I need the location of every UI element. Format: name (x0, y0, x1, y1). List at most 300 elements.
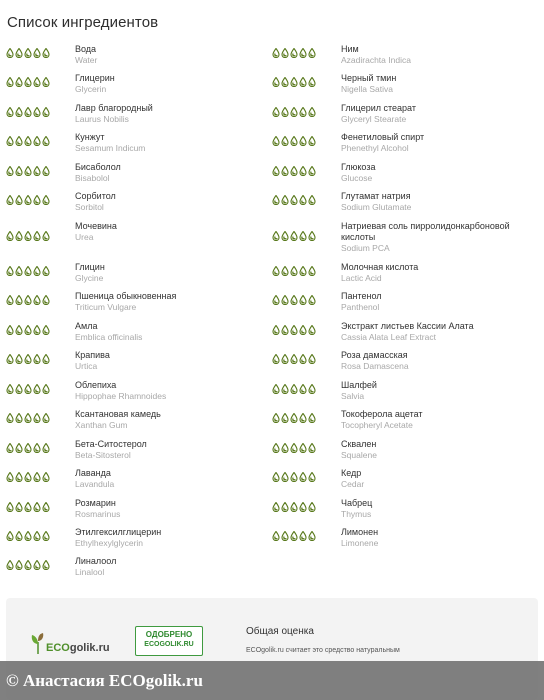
drop-icon (308, 107, 316, 117)
rating-drops (272, 384, 316, 394)
drop-icon (272, 266, 280, 276)
drop-icon (290, 295, 298, 305)
watermark-text: © Анастасия ECOgolik.ru (6, 670, 203, 690)
ingredient-name-latin: Rosmarinus (75, 509, 121, 519)
drop-icon (33, 77, 41, 87)
rating-drops (6, 502, 50, 512)
drop-icon (308, 48, 316, 58)
rating-drops (272, 502, 316, 512)
drop-icon (6, 560, 14, 570)
drop-icon (281, 136, 289, 146)
ingredient-name-latin: Tocopheryl Acetate (341, 420, 413, 430)
drop-icon (42, 443, 50, 453)
ingredient-name-ru[interactable]: Сквален (341, 439, 377, 449)
drop-icon (15, 231, 23, 241)
ingredient-name-latin: Rosa Damascena (341, 361, 409, 371)
approved-badge (135, 626, 203, 656)
drop-icon (308, 195, 316, 205)
overall-rating-text: ECOgolik.ru считает это средство натуральным (246, 647, 400, 654)
ingredient-names (75, 409, 265, 431)
drop-icon (24, 325, 32, 335)
ingredient-name-latin: Hippophae Rhamnoides (75, 391, 167, 401)
drop-icon (272, 443, 280, 453)
drop-icon (42, 560, 50, 570)
drop-icon (42, 531, 50, 541)
drop-icon (281, 472, 289, 482)
ingredient-name-ru[interactable]: Глюкоза (341, 162, 376, 172)
ingredient-names (341, 103, 531, 125)
drop-icon (281, 443, 289, 453)
ingredient-names (341, 132, 531, 154)
ingredient-name-latin: Emblica officinalis (75, 332, 143, 342)
drop-icon (299, 502, 307, 512)
drop-icon (15, 195, 23, 205)
drop-icon (308, 166, 316, 176)
ingredient-name-latin: Water (75, 55, 98, 65)
drop-icon (33, 502, 41, 512)
ingredient-names (75, 73, 265, 95)
drop-icon (290, 166, 298, 176)
drop-icon (15, 472, 23, 482)
drop-icon (42, 502, 50, 512)
ingredient-name-ru[interactable]: Ксантановая камедь (75, 409, 161, 419)
ingredient-name-ru[interactable]: Глицерил стеарат (341, 103, 416, 113)
drop-icon (290, 531, 298, 541)
ingredient-name-latin: Squalene (341, 450, 377, 460)
ingredient-name-ru[interactable]: Молочная кислота (341, 262, 419, 272)
ingredient-name-latin: Glyceryl Stearate (341, 114, 407, 124)
ingredient-names (75, 103, 265, 125)
drop-icon (272, 295, 280, 305)
drop-icon (33, 107, 41, 117)
ingredient-name-latin: Glucose (341, 173, 373, 183)
drop-icon (308, 295, 316, 305)
drop-icon (290, 266, 298, 276)
approved-line1: ОДОБРЕНО (145, 630, 193, 639)
drop-icon (24, 266, 32, 276)
rating-drops (272, 443, 316, 453)
drop-icon (281, 413, 289, 423)
drop-icon (6, 502, 14, 512)
drop-icon (299, 266, 307, 276)
drop-icon (42, 136, 50, 146)
drop-icon (272, 77, 280, 87)
drop-icon (272, 107, 280, 117)
drop-icon (15, 166, 23, 176)
ingredient-name-ru[interactable]: Пшеница обыкновенная (75, 291, 177, 301)
drop-icon (6, 531, 14, 541)
ingredient-name-ru[interactable]: Крапива (75, 350, 110, 360)
drop-icon (6, 77, 14, 87)
drop-icon (308, 266, 316, 276)
drop-icon (15, 560, 23, 570)
ingredient-name-ru[interactable]: Роза дамасская (341, 350, 408, 360)
drop-icon (272, 384, 280, 394)
ingredient-name-ru[interactable]: Сорбитол (75, 191, 116, 201)
rating-drops (6, 354, 50, 364)
drop-icon (24, 195, 32, 205)
drop-icon (6, 136, 14, 146)
ingredient-name-latin: Salvia (341, 391, 365, 401)
ingredient-name-latin: Nigella Sativa (341, 84, 393, 94)
drop-icon (42, 325, 50, 335)
ingredient-name-latin: Beta-Sitosterol (75, 450, 131, 460)
ingredient-names (75, 380, 265, 402)
ingredient-names (75, 44, 265, 66)
drop-icon (42, 231, 50, 241)
drop-icon (299, 354, 307, 364)
ingredient-name-latin: Ethylhexylglycerin (75, 538, 144, 548)
drop-icon (15, 443, 23, 453)
ingredient-name-latin: Urea (75, 232, 94, 242)
drop-icon (272, 166, 280, 176)
drop-icon (42, 77, 50, 87)
drop-icon (272, 354, 280, 364)
drop-icon (281, 166, 289, 176)
drop-icon (24, 531, 32, 541)
drop-icon (24, 107, 32, 117)
drop-icon (33, 48, 41, 58)
drop-icon (6, 266, 14, 276)
ingredient-names (75, 556, 265, 578)
drop-icon (299, 166, 307, 176)
drop-icon (281, 107, 289, 117)
page-title: Список ингредиентов (7, 14, 159, 31)
rating-drops (272, 295, 316, 305)
ingredient-name-ru[interactable]: Пантенол (341, 291, 382, 301)
drop-icon (33, 413, 41, 423)
ingredient-name-ru[interactable]: Амла (75, 321, 98, 331)
drop-icon (33, 443, 41, 453)
drop-icon (308, 443, 316, 453)
rating-drops (6, 472, 50, 482)
drop-icon (308, 325, 316, 335)
drop-icon (281, 354, 289, 364)
ingredient-name-ru[interactable]: Розмарин (75, 498, 116, 508)
ingredient-name-latin: Linalool (75, 567, 105, 577)
drop-icon (281, 266, 289, 276)
drop-icon (281, 531, 289, 541)
ingredient-names (75, 350, 265, 372)
drop-icon (15, 502, 23, 512)
ingredient-name-ru[interactable]: Черный тмин (341, 73, 397, 83)
drop-icon (272, 231, 280, 241)
drop-icon (6, 195, 14, 205)
ingredient-name-ru[interactable]: Глицин (75, 262, 105, 272)
ingredient-names (75, 132, 265, 154)
ingredient-name-ru[interactable]: Этилгексилглицерин (75, 527, 162, 537)
ingredient-name-latin: Bisabolol (75, 173, 110, 183)
drop-icon (15, 48, 23, 58)
drop-icon (290, 354, 298, 364)
approved-line2: ECOGOLIK.RU (144, 641, 194, 648)
drop-icon (290, 502, 298, 512)
ingredient-name-ru[interactable]: Чабрец (341, 498, 373, 508)
drop-icon (33, 266, 41, 276)
drop-icon (6, 166, 14, 176)
drop-icon (290, 195, 298, 205)
drop-icon (299, 472, 307, 482)
ingredient-name-ru[interactable]: Облепиха (75, 380, 117, 390)
drop-icon (33, 560, 41, 570)
ingredient-name-ru[interactable]: Кунжут (75, 132, 105, 142)
drop-icon (281, 195, 289, 205)
ingredient-name-ru[interactable]: Шалфей (341, 380, 377, 390)
drop-icon (281, 231, 289, 241)
drop-icon (42, 48, 50, 58)
drop-icon (308, 136, 316, 146)
logo-text (46, 642, 110, 654)
ingredient-name-latin: Azadirachta Indica (341, 55, 411, 65)
drop-icon (6, 384, 14, 394)
ingredient-names (341, 262, 531, 284)
drop-icon (33, 136, 41, 146)
drop-icon (24, 231, 32, 241)
drop-icon (290, 443, 298, 453)
ingredient-names (341, 291, 531, 313)
drop-icon (290, 48, 298, 58)
drop-icon (33, 531, 41, 541)
drop-icon (15, 531, 23, 541)
drop-icon (290, 384, 298, 394)
overall-rating-title: Общая оценка (246, 626, 314, 637)
drop-icon (299, 77, 307, 87)
rating-drops (272, 531, 316, 541)
ingredient-names (75, 468, 265, 490)
rating-drops (6, 107, 50, 117)
ingredient-name-ru[interactable]: Лаванда (75, 468, 111, 478)
rating-drops (6, 195, 50, 205)
drop-icon (272, 413, 280, 423)
rating-drops (6, 413, 50, 423)
ingredient-name-ru[interactable]: Бета-Ситостерол (75, 439, 147, 449)
ingredient-names (75, 162, 265, 184)
drop-icon (33, 325, 41, 335)
drop-icon (308, 472, 316, 482)
drop-icon (24, 384, 32, 394)
ingredient-name-latin: Glycine (75, 273, 104, 283)
rating-drops (272, 107, 316, 117)
drop-icon (308, 77, 316, 87)
drop-icon (42, 472, 50, 482)
rating-drops (6, 166, 50, 176)
ingredient-names (75, 262, 265, 284)
rating-drops (6, 560, 50, 570)
drop-icon (308, 413, 316, 423)
drop-icon (42, 413, 50, 423)
drop-icon (15, 354, 23, 364)
drop-icon (299, 107, 307, 117)
ingredient-names (341, 191, 531, 213)
drop-icon (42, 295, 50, 305)
rating-drops (6, 443, 50, 453)
ingredient-name-latin: Limonene (341, 538, 379, 548)
rating-drops (272, 266, 316, 276)
drop-icon (272, 48, 280, 58)
drop-icon (15, 77, 23, 87)
ingredient-name-latin: Sodium Glutamate (341, 202, 412, 212)
drop-icon (24, 472, 32, 482)
drop-icon (299, 195, 307, 205)
drop-icon (308, 354, 316, 364)
drop-icon (15, 325, 23, 335)
ingredient-name-ru[interactable]: Бисаболол (75, 162, 121, 172)
drop-icon (272, 531, 280, 541)
ingredient-names (75, 291, 265, 313)
rating-drops (272, 413, 316, 423)
drop-icon (33, 195, 41, 205)
drop-icon (33, 472, 41, 482)
drop-icon (24, 413, 32, 423)
watermark-bar (0, 661, 544, 700)
drop-icon (15, 136, 23, 146)
ingredient-names (341, 44, 531, 66)
drop-icon (272, 136, 280, 146)
ingredient-names (341, 439, 531, 461)
ingredient-names (75, 439, 265, 461)
drop-icon (24, 136, 32, 146)
drop-icon (272, 195, 280, 205)
rating-drops (6, 325, 50, 335)
rating-drops (6, 384, 50, 394)
drop-icon (42, 384, 50, 394)
ingredient-name-latin: Urtica (75, 361, 98, 371)
ingredient-name-latin: Xanthan Gum (75, 420, 128, 430)
rating-drops (272, 166, 316, 176)
drop-icon (290, 136, 298, 146)
drop-icon (272, 325, 280, 335)
rating-drops (272, 195, 316, 205)
ingredient-names (341, 498, 531, 520)
rating-drops (272, 472, 316, 482)
ingredient-name-latin: Panthenol (341, 302, 380, 312)
ingredient-names (75, 221, 265, 243)
drop-icon (33, 354, 41, 364)
ingredient-name-ru[interactable]: Лавр благородный (75, 103, 153, 113)
drop-icon (290, 472, 298, 482)
drop-icon (281, 77, 289, 87)
rating-drops (6, 266, 50, 276)
drop-icon (281, 325, 289, 335)
rating-drops (272, 325, 316, 335)
ingredient-name-latin: Thymus (341, 509, 372, 519)
ingredient-names (75, 527, 265, 549)
ingredient-names (341, 73, 531, 95)
rating-drops (272, 231, 316, 241)
rating-drops (272, 354, 316, 364)
ingredient-names (75, 191, 265, 213)
ingredient-name-ru[interactable]: Ним (341, 44, 359, 54)
rating-drops (6, 531, 50, 541)
drop-icon (24, 295, 32, 305)
drop-icon (281, 384, 289, 394)
ingredient-name-ru[interactable]: Вода (75, 44, 97, 54)
drop-icon (299, 531, 307, 541)
drop-icon (6, 472, 14, 482)
rating-drops (6, 77, 50, 87)
rating-drops (272, 136, 316, 146)
rating-drops (272, 77, 316, 87)
ingredient-name-ru[interactable]: Экстракт листьев Кассии Алата (341, 321, 474, 331)
ingredient-name-ru[interactable]: Кедр (341, 468, 362, 478)
drop-icon (6, 325, 14, 335)
ingredient-name-latin: Triticum Vulgare (75, 302, 137, 312)
rating-drops (6, 48, 50, 58)
drop-icon (42, 166, 50, 176)
ingredient-name-ru[interactable]: Токоферола ацетат (341, 409, 423, 419)
ecogolik-logo[interactable] (30, 630, 110, 654)
drop-icon (299, 136, 307, 146)
ingredient-name-latin: Phenethyl Alcohol (341, 143, 409, 153)
drop-icon (290, 413, 298, 423)
drop-icon (15, 107, 23, 117)
ingredient-names (341, 350, 531, 372)
drop-icon (6, 231, 14, 241)
ingredient-names (75, 498, 265, 520)
ingredient-name-ru[interactable]: Мочевина (75, 221, 117, 231)
ingredient-names (341, 380, 531, 402)
ingredient-name-ru[interactable]: Глицерин (75, 73, 115, 83)
drop-icon (24, 354, 32, 364)
drop-icon (15, 413, 23, 423)
ingredient-name-latin: Sorbitol (75, 202, 104, 212)
ingredient-names (341, 409, 531, 431)
drop-icon (290, 325, 298, 335)
rating-drops (272, 48, 316, 58)
drop-icon (15, 266, 23, 276)
drop-icon (6, 443, 14, 453)
drop-icon (24, 77, 32, 87)
drop-icon (272, 472, 280, 482)
drop-icon (6, 107, 14, 117)
ingredient-name-ru[interactable]: Фенетиловый спирт (341, 132, 425, 142)
drop-icon (33, 231, 41, 241)
ingredient-name-ru[interactable]: Натриевая соль пирролидонкарбоновой кислоты (341, 221, 510, 242)
drop-icon (308, 384, 316, 394)
drop-icon (281, 295, 289, 305)
rating-drops (6, 295, 50, 305)
drop-icon (299, 325, 307, 335)
drop-icon (299, 384, 307, 394)
drop-icon (24, 166, 32, 176)
plant-logo-icon (30, 632, 46, 654)
drop-icon (290, 77, 298, 87)
drop-icon (281, 48, 289, 58)
drop-icon (308, 531, 316, 541)
logo-eco: ECO (46, 642, 70, 654)
drop-icon (272, 502, 280, 512)
drop-icon (6, 48, 14, 58)
drop-icon (33, 166, 41, 176)
drop-icon (24, 48, 32, 58)
ingredient-name-ru[interactable]: Линалоол (75, 556, 117, 566)
ingredient-name-latin: Sodium PCA (341, 243, 390, 253)
ingredient-name-latin: Laurus Nobilis (75, 114, 129, 124)
ingredient-names (341, 321, 531, 343)
ingredient-name-ru[interactable]: Глутамат натрия (341, 191, 411, 201)
drop-icon (299, 443, 307, 453)
drop-icon (6, 354, 14, 364)
drop-icon (33, 384, 41, 394)
drop-icon (299, 48, 307, 58)
ingredient-names (341, 527, 531, 549)
ingredient-name-ru[interactable]: Лимонен (341, 527, 379, 537)
ingredient-name-latin: Lavandula (75, 479, 115, 489)
drop-icon (42, 107, 50, 117)
rating-drops (6, 231, 50, 241)
drop-icon (24, 502, 32, 512)
ingredient-name-latin: Cedar (341, 479, 365, 489)
